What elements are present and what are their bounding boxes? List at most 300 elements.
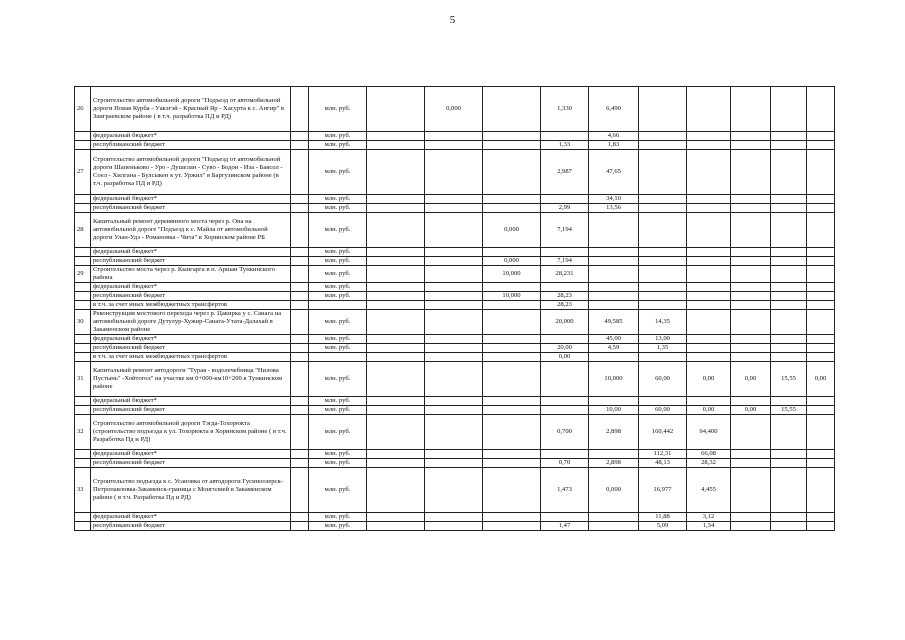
value-cell — [731, 266, 771, 283]
value-cell — [731, 141, 771, 150]
unit-cell: млн. руб. — [309, 150, 367, 195]
table-row — [75, 397, 835, 406]
value-cell — [367, 406, 425, 415]
value-cell — [425, 150, 483, 195]
value-cell — [425, 468, 483, 513]
row-number — [75, 257, 91, 266]
value-cell — [771, 468, 807, 513]
value-cell — [807, 141, 835, 150]
empty-cell — [291, 266, 309, 283]
value-cell — [771, 195, 807, 204]
value-cell — [425, 204, 483, 213]
value-cell — [687, 248, 731, 257]
row-title: Строительство подъезда к с. Усановка от автодороги Гусиноозерск-Петропавловка-Закаменск-граница с Монголией в Закаменском районе ( в т.ч. Разработка Пд и РД) — [91, 468, 291, 513]
value-cell — [483, 513, 541, 522]
value-cell — [589, 522, 639, 531]
row-number — [75, 522, 91, 531]
value-cell — [807, 310, 835, 335]
value-cell — [483, 415, 541, 450]
row-number: 26 — [75, 87, 91, 132]
row-title: республиканский бюджет — [91, 257, 291, 266]
value-cell — [483, 397, 541, 406]
value-cell — [687, 344, 731, 353]
value-cell: 60,00 — [639, 362, 687, 397]
value-cell: 0,00 — [687, 362, 731, 397]
row-number — [75, 397, 91, 406]
value-cell: 45,00 — [589, 335, 639, 344]
value-cell — [425, 450, 483, 459]
value-cell — [425, 335, 483, 344]
value-cell — [807, 459, 835, 468]
value-cell — [771, 513, 807, 522]
row-number — [75, 141, 91, 150]
value-cell — [367, 257, 425, 266]
value-cell — [589, 397, 639, 406]
value-cell — [731, 450, 771, 459]
value-cell: 20,00 — [541, 344, 589, 353]
value-cell: 4,59 — [589, 344, 639, 353]
empty-cell — [291, 522, 309, 531]
table-row — [75, 195, 835, 204]
value-cell — [589, 353, 639, 362]
table-row — [75, 292, 835, 301]
value-cell — [541, 335, 589, 344]
row-title: республиканский бюджет — [91, 141, 291, 150]
row-number — [75, 513, 91, 522]
value-cell — [687, 195, 731, 204]
table-row — [75, 468, 835, 513]
row-number — [75, 353, 91, 362]
value-cell — [483, 406, 541, 415]
table-row — [75, 522, 835, 531]
row-title: Строительство автомобильной дороги "Подъезд от автомобильной дороги Шапеньково - Уро - Душелан - Суво - Бодон - Иза - Баясол - Соел - Хилгана - Булсыкен к ут. Уржил" в Баргузинском районе (в т.ч. разработка ПД и РД) — [91, 150, 291, 195]
value-cell: 0,000 — [589, 468, 639, 513]
value-cell — [687, 353, 731, 362]
value-cell — [687, 301, 731, 310]
value-cell — [807, 335, 835, 344]
value-cell — [731, 301, 771, 310]
value-cell: 10,00 — [589, 406, 639, 415]
value-cell — [731, 150, 771, 195]
table-row — [75, 406, 835, 415]
value-cell — [425, 415, 483, 450]
value-cell — [687, 292, 731, 301]
empty-cell — [291, 132, 309, 141]
value-cell — [807, 397, 835, 406]
empty-cell — [291, 87, 309, 132]
value-cell — [807, 415, 835, 450]
value-cell — [639, 213, 687, 248]
value-cell — [639, 301, 687, 310]
value-cell — [483, 459, 541, 468]
value-cell: 0,000 — [483, 213, 541, 248]
value-cell: 7,194 — [541, 213, 589, 248]
value-cell: 4,455 — [687, 468, 731, 513]
unit-cell: млн. руб. — [309, 248, 367, 257]
table-row — [75, 344, 835, 353]
row-title: республиканский бюджет — [91, 292, 291, 301]
row-title: Капитальный ремонт деревянного моста через р. Она на автомобильной дороге "Подъезд к с. Майла от автомобильной дороги Улан-Удэ - Романовка - Чита" в Хоринском районе РБ — [91, 213, 291, 248]
value-cell — [367, 141, 425, 150]
value-cell — [639, 292, 687, 301]
row-title: в т.ч. за счет иных межбюджетных трансфертов — [91, 301, 291, 310]
value-cell — [771, 310, 807, 335]
value-cell — [807, 266, 835, 283]
value-cell — [541, 450, 589, 459]
value-cell — [687, 283, 731, 292]
row-title: Реконструкция мостового перехода через р. Цакирка у с. Санага на автомобильной дороге Дутулур-Хужир-Санага-Утата-Далахай в Закаменском районе — [91, 310, 291, 335]
value-cell — [731, 415, 771, 450]
row-title: республиканский бюджет — [91, 204, 291, 213]
row-number: 32 — [75, 415, 91, 450]
value-cell — [483, 468, 541, 513]
unit-cell: млн. руб. — [309, 362, 367, 397]
row-number — [75, 344, 91, 353]
value-cell: 0,700 — [541, 415, 589, 450]
table-row — [75, 132, 835, 141]
value-cell — [639, 353, 687, 362]
value-cell — [807, 292, 835, 301]
value-cell — [367, 397, 425, 406]
value-cell — [771, 257, 807, 266]
value-cell — [483, 522, 541, 531]
value-cell — [731, 513, 771, 522]
table-row — [75, 204, 835, 213]
value-cell — [367, 87, 425, 132]
value-cell: 0,00 — [731, 362, 771, 397]
value-cell: 10,000 — [483, 292, 541, 301]
value-cell — [367, 513, 425, 522]
value-cell — [483, 150, 541, 195]
value-cell — [731, 292, 771, 301]
empty-cell — [291, 450, 309, 459]
value-cell — [687, 141, 731, 150]
empty-cell — [291, 213, 309, 248]
value-cell — [425, 195, 483, 204]
value-cell — [541, 513, 589, 522]
value-cell — [639, 204, 687, 213]
empty-cell — [291, 248, 309, 257]
value-cell — [807, 257, 835, 266]
value-cell: 0,000 — [483, 257, 541, 266]
table-row — [75, 301, 835, 310]
value-cell — [425, 266, 483, 283]
value-cell — [483, 248, 541, 257]
value-cell — [639, 257, 687, 266]
value-cell: 0,00 — [807, 362, 835, 397]
value-cell — [771, 292, 807, 301]
value-cell: 0,00 — [731, 406, 771, 415]
value-cell — [589, 257, 639, 266]
value-cell: 160,442 — [639, 415, 687, 450]
value-cell — [367, 335, 425, 344]
unit-cell: млн. руб. — [309, 213, 367, 248]
value-cell — [639, 132, 687, 141]
value-cell — [807, 301, 835, 310]
value-cell: 66,08 — [687, 450, 731, 459]
value-cell — [771, 522, 807, 531]
empty-cell — [291, 292, 309, 301]
unit-cell: млн. руб. — [309, 257, 367, 266]
value-cell — [589, 450, 639, 459]
value-cell: 6,490 — [589, 87, 639, 132]
value-cell: 28,32 — [687, 459, 731, 468]
value-cell — [807, 468, 835, 513]
unit-cell: млн. руб. — [309, 513, 367, 522]
value-cell — [687, 150, 731, 195]
value-cell: 14,35 — [639, 310, 687, 335]
value-cell: 28,23 — [541, 301, 589, 310]
row-number — [75, 459, 91, 468]
value-cell — [639, 87, 687, 132]
row-number: 33 — [75, 468, 91, 513]
table-row — [75, 248, 835, 257]
value-cell — [807, 87, 835, 132]
value-cell: 5,09 — [639, 522, 687, 531]
value-cell: 1,473 — [541, 468, 589, 513]
table-row — [75, 513, 835, 522]
value-cell: 16,977 — [639, 468, 687, 513]
value-cell — [589, 266, 639, 283]
row-number — [75, 301, 91, 310]
value-cell — [771, 248, 807, 257]
value-cell — [425, 257, 483, 266]
value-cell — [807, 195, 835, 204]
empty-cell — [291, 204, 309, 213]
value-cell — [483, 204, 541, 213]
value-cell: 49,585 — [589, 310, 639, 335]
row-title: Строительство автомобильной дороги "Подъезд от автомобильной дороги Новая Курба - Уакэгэй - Красный Яр - Хасурта к с. Ангир" в Заиграевском районе ( в т.ч. разработка ПД и РД) — [91, 87, 291, 132]
value-cell: 1,35 — [639, 344, 687, 353]
value-cell — [731, 257, 771, 266]
value-cell: 1,330 — [541, 87, 589, 132]
value-cell: 28,23 — [541, 292, 589, 301]
value-cell — [483, 353, 541, 362]
empty-cell — [291, 141, 309, 150]
row-number — [75, 450, 91, 459]
table-row — [75, 335, 835, 344]
value-cell — [771, 335, 807, 344]
value-cell — [483, 310, 541, 335]
value-cell — [367, 459, 425, 468]
value-cell — [589, 513, 639, 522]
value-cell — [771, 132, 807, 141]
value-cell — [771, 397, 807, 406]
empty-cell — [291, 257, 309, 266]
empty-cell — [291, 310, 309, 335]
value-cell — [367, 468, 425, 513]
empty-cell — [291, 150, 309, 195]
value-cell — [483, 283, 541, 292]
page-number: 5 — [449, 14, 456, 26]
unit-cell: млн. руб. — [309, 522, 367, 531]
row-title: федеральный бюджет* — [91, 513, 291, 522]
value-cell: 20,000 — [541, 310, 589, 335]
value-cell — [367, 204, 425, 213]
row-title: республиканский бюджет — [91, 344, 291, 353]
value-cell: 15,55 — [771, 362, 807, 397]
value-cell: 2,898 — [589, 415, 639, 450]
value-cell — [807, 406, 835, 415]
value-cell — [483, 195, 541, 204]
value-cell — [807, 204, 835, 213]
value-cell — [639, 150, 687, 195]
value-cell — [483, 87, 541, 132]
empty-cell — [291, 344, 309, 353]
value-cell — [483, 141, 541, 150]
value-cell — [425, 513, 483, 522]
empty-cell — [291, 362, 309, 397]
value-cell — [425, 344, 483, 353]
unit-cell: млн. руб. — [309, 195, 367, 204]
value-cell — [639, 283, 687, 292]
value-cell — [771, 301, 807, 310]
value-cell: 60,00 — [639, 406, 687, 415]
row-title: федеральный бюджет* — [91, 397, 291, 406]
unit-cell: млн. руб. — [309, 415, 367, 450]
value-cell — [425, 213, 483, 248]
value-cell — [367, 301, 425, 310]
row-title: республиканский бюджет — [91, 522, 291, 531]
value-cell — [589, 213, 639, 248]
value-cell: 47,65 — [589, 150, 639, 195]
table-row — [75, 257, 835, 266]
value-cell — [771, 141, 807, 150]
table-row — [75, 362, 835, 397]
value-cell — [807, 513, 835, 522]
value-cell — [589, 292, 639, 301]
unit-cell: млн. руб. — [309, 335, 367, 344]
table-row — [75, 310, 835, 335]
row-title: Капитальный ремонт автодороги "Турая - водолечебница "Нилова Пустынь" -Хойтогол" на участке км 0+000-км10+200 в Тункинском районе — [91, 362, 291, 397]
value-cell — [367, 362, 425, 397]
unit-cell: млн. руб. — [309, 132, 367, 141]
value-cell — [639, 195, 687, 204]
table-row — [75, 213, 835, 248]
row-title: федеральный бюджет* — [91, 248, 291, 257]
row-title: Строительство моста через р. Кынгарга в п. Аршан Тункинского района — [91, 266, 291, 283]
value-cell: 2,987 — [541, 150, 589, 195]
row-number — [75, 248, 91, 257]
empty-cell — [291, 195, 309, 204]
value-cell: 15,55 — [771, 406, 807, 415]
value-cell — [687, 310, 731, 335]
unit-cell: млн. руб. — [309, 450, 367, 459]
value-cell — [731, 344, 771, 353]
value-cell — [639, 141, 687, 150]
table-row — [75, 353, 835, 362]
value-cell: 1,47 — [541, 522, 589, 531]
value-cell — [731, 310, 771, 335]
value-cell — [731, 204, 771, 213]
value-cell — [367, 450, 425, 459]
value-cell: 94,400 — [687, 415, 731, 450]
value-cell — [687, 87, 731, 132]
empty-cell — [291, 397, 309, 406]
value-cell — [367, 195, 425, 204]
value-cell: 1,33 — [541, 141, 589, 150]
value-cell — [639, 397, 687, 406]
value-cell — [541, 406, 589, 415]
value-cell: 11,88 — [639, 513, 687, 522]
value-cell — [771, 459, 807, 468]
value-cell — [807, 150, 835, 195]
value-cell — [731, 213, 771, 248]
value-cell — [771, 344, 807, 353]
value-cell — [367, 266, 425, 283]
value-cell — [807, 450, 835, 459]
value-cell — [731, 248, 771, 257]
value-cell — [483, 132, 541, 141]
value-cell — [425, 248, 483, 257]
value-cell — [731, 132, 771, 141]
value-cell — [367, 310, 425, 335]
empty-cell — [291, 353, 309, 362]
unit-cell: млн. руб. — [309, 283, 367, 292]
unit-cell: млн. руб. — [309, 292, 367, 301]
row-number — [75, 335, 91, 344]
value-cell — [639, 266, 687, 283]
unit-cell: млн. руб. — [309, 87, 367, 132]
value-cell — [687, 397, 731, 406]
empty-cell — [291, 283, 309, 292]
unit-cell: млн. руб. — [309, 204, 367, 213]
value-cell: 0,00 — [541, 353, 589, 362]
value-cell — [807, 283, 835, 292]
row-title: федеральный бюджет* — [91, 335, 291, 344]
unit-cell: млн. руб. — [309, 459, 367, 468]
value-cell: 34,10 — [589, 195, 639, 204]
value-cell: 28,231 — [541, 266, 589, 283]
value-cell — [367, 213, 425, 248]
empty-cell — [291, 513, 309, 522]
row-number — [75, 406, 91, 415]
value-cell — [731, 195, 771, 204]
table-row — [75, 150, 835, 195]
empty-cell — [291, 459, 309, 468]
value-cell — [771, 353, 807, 362]
value-cell — [771, 87, 807, 132]
row-number: 30 — [75, 310, 91, 335]
row-title: федеральный бюджет* — [91, 195, 291, 204]
row-title: в т.ч. за счет иных межбюджетных трансфертов — [91, 353, 291, 362]
value-cell — [541, 248, 589, 257]
value-cell: 13,00 — [639, 335, 687, 344]
value-cell — [367, 132, 425, 141]
value-cell — [771, 450, 807, 459]
value-cell — [425, 132, 483, 141]
value-cell — [367, 292, 425, 301]
row-number: 28 — [75, 213, 91, 248]
unit-cell: млн. руб. — [309, 468, 367, 513]
table-row — [75, 415, 835, 450]
value-cell — [771, 283, 807, 292]
value-cell — [541, 195, 589, 204]
value-cell — [771, 266, 807, 283]
value-cell — [687, 213, 731, 248]
value-cell — [483, 450, 541, 459]
unit-cell: млн. руб. — [309, 406, 367, 415]
value-cell — [367, 283, 425, 292]
value-cell — [731, 87, 771, 132]
value-cell — [807, 213, 835, 248]
value-cell — [731, 468, 771, 513]
value-cell — [541, 132, 589, 141]
value-cell — [687, 335, 731, 344]
empty-cell — [291, 406, 309, 415]
value-cell — [731, 283, 771, 292]
value-cell — [771, 415, 807, 450]
